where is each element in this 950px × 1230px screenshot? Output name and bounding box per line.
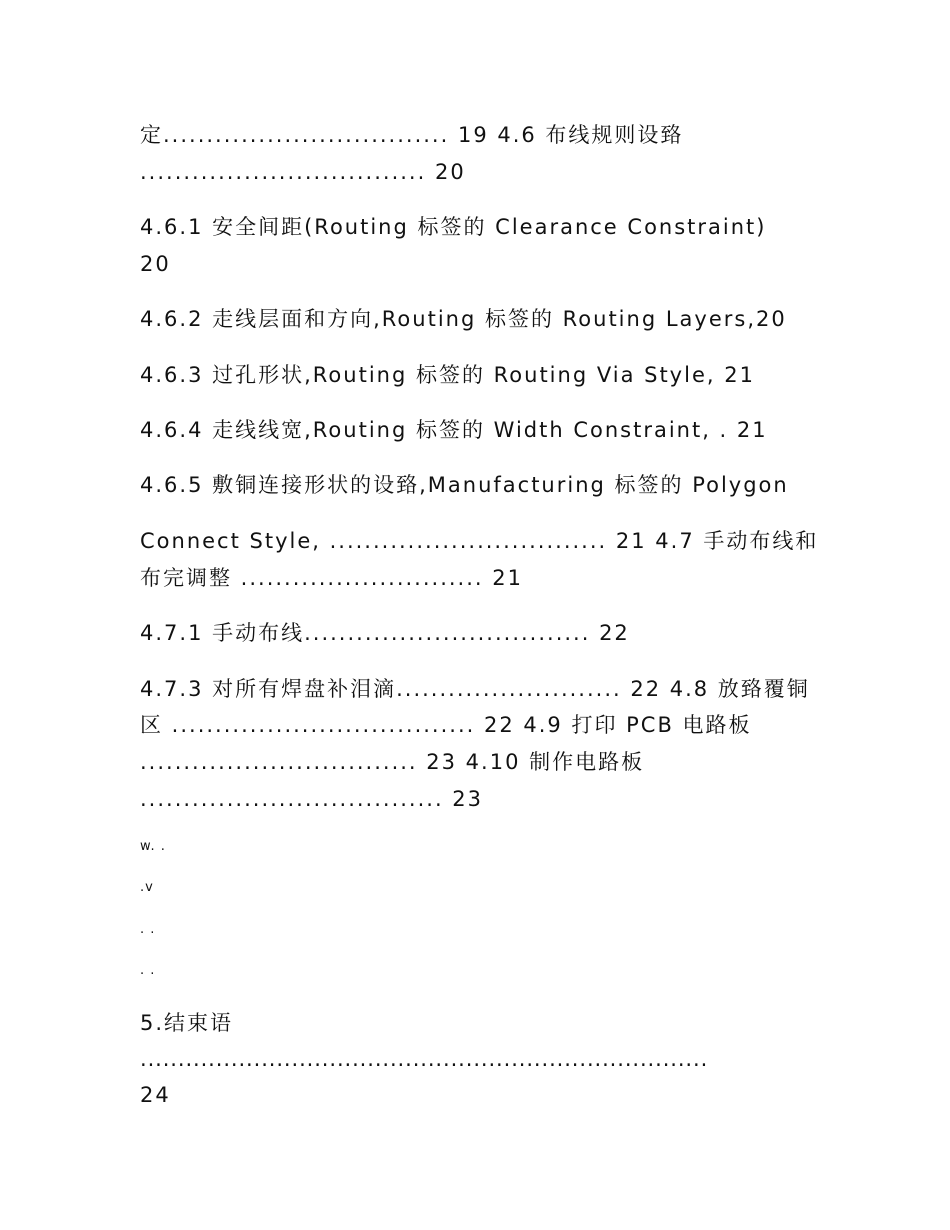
toc-line: ................................... 23 <box>140 787 484 811</box>
toc-line: ................................. 20 <box>140 160 466 184</box>
toc-line: 4.6.5 敷铜连接形状的设臵,Manufacturing 标签的 Polygon <box>140 473 789 497</box>
text-fragment: .v <box>140 880 154 895</box>
closing-heading: 5.结束语 <box>140 1011 234 1035</box>
text-fragment: . . <box>140 922 156 937</box>
toc-line: 布完调整 ............................ 21 <box>140 566 523 590</box>
text-fragment: w. . <box>140 839 166 854</box>
toc-line: Connect Style, ................................ 21 4.7 手动布线和 <box>140 529 819 553</box>
toc-line: 20 <box>140 252 171 276</box>
text-fragment: . . <box>140 963 156 978</box>
closing-leader-dots: ........................................................................... <box>140 1047 709 1071</box>
toc-line: 4.6.1 安全间距(Routing 标签的 Clearance Constraint) <box>140 215 767 239</box>
toc-line: 区 ................................... 22 4.9 打印 PCB 电路板 <box>140 713 752 737</box>
toc-line: 4.6.3 过孔形状,Routing 标签的 Routing Via Style, 21 <box>140 363 755 387</box>
toc-line: ................................ 23 4.10 制作电路板 <box>140 750 645 774</box>
toc-line: 4.7.1 手动布线................................. 22 <box>140 621 630 645</box>
toc-line: 4.6.4 走线线宽,Routing 标签的 Width Constraint, . 21 <box>140 418 768 442</box>
toc-line: 定................................. 19 4.6 布线规则设臵 <box>140 123 684 147</box>
closing-page-number: 24 <box>140 1083 171 1107</box>
toc-line: 4.6.2 走线层面和方向,Routing 标签的 Routing Layers,20 <box>140 307 787 331</box>
toc-line: 4.7.3 对所有焊盘补泪滴.......................... 22 4.8 放臵覆铜 <box>140 677 810 701</box>
